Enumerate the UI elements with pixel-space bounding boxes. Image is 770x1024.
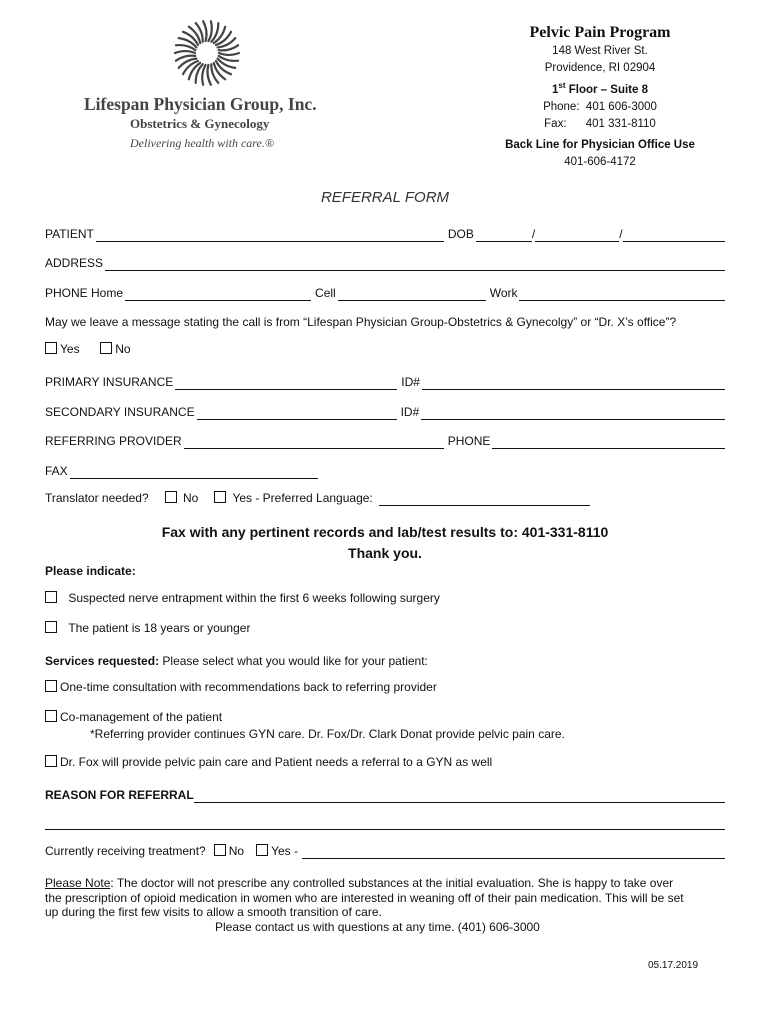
primary-insurance-label: PRIMARY INSURANCE [45,375,174,389]
address-label: ADDRESS [45,256,104,270]
work-field[interactable] [519,288,725,301]
note-block [45,876,684,920]
treatment-yes-checkbox[interactable] [256,844,268,856]
message-no-checkbox[interactable] [100,342,112,354]
address-field[interactable] [105,258,725,271]
phone-home-label: PHONE Home [45,286,124,300]
reason-row [45,787,725,803]
secondary-insurance-field[interactable] [197,407,397,420]
provider-phone-field[interactable] [492,436,725,449]
backline-number: 401-606-4172 [564,156,636,168]
patient-field[interactable] [96,229,444,242]
patient-row: PATIENT DOB / / [45,226,725,242]
sunburst-ray [176,45,195,50]
referring-provider-label: REFERRING PROVIDER [45,434,182,448]
sunburst-ray [219,56,238,61]
backline-label: Back Line for Physician Office Use [505,139,695,151]
note-line-2: the prescription of opioid medication in women who are interested in weaning off of their pain medication. This will be set [45,890,684,905]
sunburst-ray [175,51,195,53]
primary-id-field[interactable] [422,377,725,390]
age-18-checkbox[interactable] [45,621,57,633]
services-instruction: Please select what you would like for your patient: [159,654,428,668]
program-title: Pelvic Pain Program [529,24,671,41]
org-name: Lifespan Physician Group, Inc. [84,94,317,114]
service-option: Dr. Fox will provide pelvic pain care and Patient needs a referral to a GYN as well [45,754,492,770]
secondary-insurance-label: SECONDARY INSURANCE [45,405,195,419]
secondary-id-label: ID# [400,405,420,419]
indication-item: The patient is 18 years or younger [45,620,250,636]
please-indicate: Please indicate: [45,564,136,578]
fax-row [45,463,318,479]
referring-provider-row [45,433,725,449]
fax-notice: Fax with any pertinent records and lab/test results to: 401-331-8110 [161,524,609,540]
preferred-language-field[interactable] [379,493,590,506]
secondary-insurance-row [45,404,725,420]
note-label: Please Note [45,876,111,890]
department: Obstetrics & Gynecology [130,116,270,131]
primary-id-label: ID# [401,375,420,389]
reason-label: REASON FOR REFERRAL [45,788,194,802]
sunburst-logo-icon [172,18,242,88]
patient-label: PATIENT [45,227,94,241]
date-code: 05.17.2019 [648,960,699,971]
note-line-3: up during the first few visits to allow a smooth transition of care. [45,905,382,919]
indication-item: Suspected nerve entrapment within the first 6 weeks following surgery [45,590,440,606]
treatment-no-checkbox[interactable] [214,844,226,856]
nerve-entrapment-checkbox[interactable] [45,591,57,603]
dob-day-field[interactable] [535,229,619,242]
co-management-checkbox[interactable] [45,710,57,722]
work-label: Work [489,286,518,300]
message-yes-checkbox[interactable] [45,342,57,354]
treatment-details-field[interactable] [302,846,725,859]
primary-insurance-field[interactable] [175,377,397,390]
contact-line: Please contact us with questions at any time. (401) 606-3000 [215,920,540,934]
message-question: May we leave a message stating the call is from “Lifespan Physician Group-Obstetrics & Gynecolgy” or “Dr. X’s office”? [45,315,677,329]
reason-field-line-2[interactable] [45,829,725,830]
thank-you: Thank you. [348,545,422,561]
services-label-row [45,653,428,669]
form-title: REFERRAL FORM [320,189,450,206]
reason-field[interactable] [194,790,725,803]
program-phone: Phone: 401 606-3000 [543,100,657,113]
phone-home-field[interactable] [125,288,311,301]
provider-phone-label: PHONE [447,434,491,448]
program-city: Providence, RI 02904 [544,62,656,74]
dob-year-field[interactable] [623,229,725,242]
treatment-label: Currently receiving treatment? [45,844,206,858]
translator-yes-checkbox[interactable] [214,491,226,503]
referring-provider-field[interactable] [184,436,444,449]
phone-row [45,285,725,301]
translator-label: Translator needed? [45,491,149,505]
cell-field[interactable] [338,288,486,301]
program-street: 148 West River St. [552,45,648,57]
translator-no-checkbox[interactable] [165,491,177,503]
translator-row: Translator needed? No Yes - Preferred Language: [45,490,590,506]
consultation-checkbox[interactable] [45,680,57,692]
message-options: Yes No [45,341,131,357]
dob-label: DOB [447,227,474,241]
treatment-row: Currently receiving treatment? No Yes - [45,843,725,859]
services-label: Services requested: [45,654,160,668]
address-row [45,255,725,271]
service-option: One-time consultation with recommendations back to referring provider [45,679,437,695]
program-floor: 1st Floor – Suite 8 [552,81,648,96]
gyn-referral-checkbox[interactable] [45,755,57,767]
co-management-note: *Referring provider continues GYN care. Dr. Fox/Dr. Clark Donat provide pelvic pain care. [90,727,565,741]
secondary-id-field[interactable] [421,407,725,420]
fax-label: FAX [45,464,68,478]
cell-label: Cell [315,286,336,300]
tagline: Delivering health with care.® [130,136,274,150]
sunburst-ray [202,65,205,85]
primary-insurance-row [45,374,725,390]
sunburst-ray [219,53,239,55]
service-option: Co-management of the patient [45,709,222,725]
note-line-1: Please Note: The doctor will not prescribe any controlled substances at the initial evaluation. She is happy to take over [45,876,674,890]
program-fax: Fax: 401 331-8110 [544,117,656,130]
dob-month-field[interactable] [476,229,532,242]
sunburst-ray [208,21,211,41]
fax-field[interactable] [70,466,318,479]
